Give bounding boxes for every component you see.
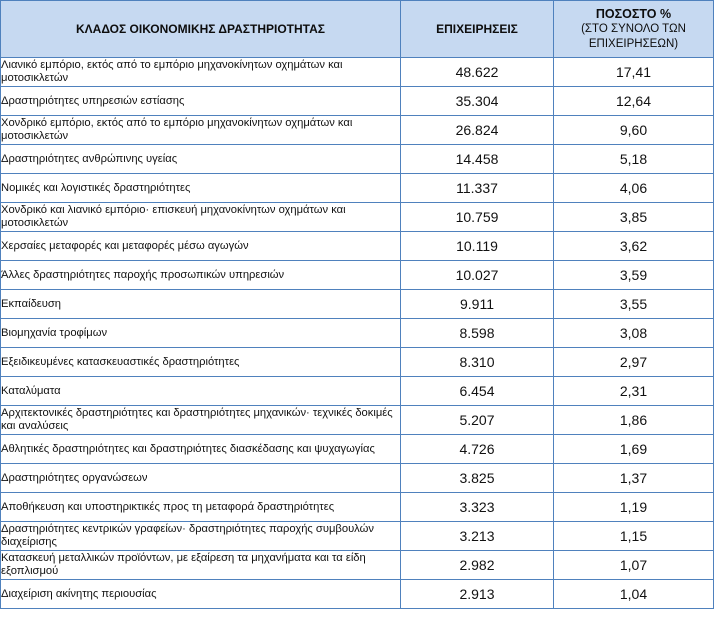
sector-name-cell (1, 174, 401, 203)
sector-name: Κατασκευή μεταλλικών προϊόντων, με εξαίρεση τα μηχανήματα και τα είδη εξοπλισμού (1, 552, 366, 577)
percent-share-cell: 2,97 (554, 348, 714, 377)
sector-name: Αποθήκευση και υποστηρικτικές προς τη μεταφορά δραστηριότητες (1, 500, 335, 513)
percent-share-cell: 3,85 (554, 203, 714, 232)
table-row (1, 116, 714, 145)
sector-name: Βιομηχανία τροφίμων (1, 326, 108, 339)
businesses-count-cell: 5.207 (401, 406, 554, 435)
table-row (1, 493, 714, 522)
table-row (1, 232, 714, 261)
sector-name-cell (1, 464, 401, 493)
table-row (1, 435, 714, 464)
businesses-count-cell: 3.323 (401, 493, 554, 522)
businesses-count-cell: 11.337 (401, 174, 554, 203)
sector-name-cell (1, 203, 401, 232)
sector-name-cell (1, 145, 401, 174)
sector-name: Νομικές και λογιστικές δραστηριότητες (1, 181, 191, 194)
sector-name: Λιανικό εμπόριο, εκτός από το εμπόριο μηχανοκίνητων οχημάτων και μοτοσικλετών (1, 59, 343, 84)
table-row (1, 290, 714, 319)
sector-name: Χονδρικό και λιανικό εμπόριο· επισκευή μηχανοκίνητων οχημάτων και μοτοσικλετών (1, 204, 346, 229)
table-row (1, 580, 714, 609)
table-row (1, 406, 714, 435)
sector-name: Χονδρικό εμπόριο, εκτός από το εμπόριο μηχανοκίνητων οχημάτων και μοτοσικλετών (1, 117, 353, 142)
percent-share-cell: 5,18 (554, 145, 714, 174)
table-row (1, 551, 714, 580)
businesses-count-cell: 35.304 (401, 87, 554, 116)
percent-share-cell: 1,15 (554, 522, 714, 551)
sector-name-cell (1, 435, 401, 464)
businesses-count-cell: 8.598 (401, 319, 554, 348)
percent-share-cell: 3,62 (554, 232, 714, 261)
percent-share-cell: 9,60 (554, 116, 714, 145)
sector-name-cell (1, 87, 401, 116)
table-row (1, 261, 714, 290)
businesses-count-cell: 3.825 (401, 464, 554, 493)
sector-name: Διαχείριση ακίνητης περιουσίας (1, 587, 157, 600)
table-row (1, 319, 714, 348)
sector-name: Δραστηριότητες οργανώσεων (1, 471, 148, 484)
table-body (1, 58, 714, 609)
businesses-count-cell: 6.454 (401, 377, 554, 406)
sector-name-cell (1, 406, 401, 435)
percent-share-cell: 17,41 (554, 58, 714, 87)
table-row (1, 377, 714, 406)
sector-name: Εξειδικευμένες κατασκευαστικές δραστηριότητες (1, 355, 240, 368)
table-row (1, 87, 714, 116)
sector-name-cell (1, 58, 401, 87)
sector-name-cell (1, 319, 401, 348)
businesses-count-cell: 9.911 (401, 290, 554, 319)
percent-share-cell: 3,59 (554, 261, 714, 290)
businesses-count-cell: 3.213 (401, 522, 554, 551)
sector-name-cell (1, 232, 401, 261)
sector-name-cell (1, 377, 401, 406)
table-row (1, 464, 714, 493)
percent-share-cell: 1,37 (554, 464, 714, 493)
businesses-count-cell: 8.310 (401, 348, 554, 377)
sector-name-cell (1, 551, 401, 580)
sector-name: Καταλύματα (1, 384, 61, 397)
businesses-count-cell: 2.913 (401, 580, 554, 609)
sector-name-cell (1, 261, 401, 290)
header-percent-title: ΠΟΣΟΣΤΟ % (595, 6, 672, 21)
businesses-count-cell: 10.759 (401, 203, 554, 232)
table-row (1, 174, 714, 203)
businesses-count-cell: 48.622 (401, 58, 554, 87)
percent-share-cell: 1,86 (554, 406, 714, 435)
sector-name-cell (1, 348, 401, 377)
sector-name: Εκπαίδευση (1, 297, 62, 310)
businesses-count-cell: 10.027 (401, 261, 554, 290)
table-row (1, 348, 714, 377)
percent-share-cell: 1,04 (554, 580, 714, 609)
header-businesses: ΕΠΙΧΕΙΡΗΣΕΙΣ (401, 1, 554, 58)
sector-name: Χερσαίες μεταφορές και μεταφορές μέσω αγωγών (1, 239, 249, 252)
table-header-row (1, 1, 714, 58)
sector-name-cell (1, 522, 401, 551)
sector-name-cell (1, 290, 401, 319)
percent-share-cell: 1,07 (554, 551, 714, 580)
percent-share-cell: 1,19 (554, 493, 714, 522)
header-percent-subtitle-line1: (ΣΤΟ ΣΥΝΟΛΟ ΤΩΝ (581, 22, 686, 35)
sector-name: Αθλητικές δραστηριότητες και δραστηριότητες διασκέδασης και ψυχαγωγίας (1, 442, 375, 455)
table-row (1, 58, 714, 87)
table-row (1, 145, 714, 174)
sector-name-cell (1, 580, 401, 609)
percent-share-cell: 12,64 (554, 87, 714, 116)
percent-share-cell: 4,06 (554, 174, 714, 203)
sector-name-cell (1, 493, 401, 522)
percent-share-cell: 2,31 (554, 377, 714, 406)
sector-name-cell (1, 116, 401, 145)
businesses-count-cell: 14.458 (401, 145, 554, 174)
businesses-count-cell: 10.119 (401, 232, 554, 261)
percent-share-cell: 3,08 (554, 319, 714, 348)
header-percent-subtitle-line2: ΕΠΙΧΕΙΡΗΣΕΩΝ) (588, 37, 679, 50)
sector-name: Δραστηριότητες ανθρώπινης υγείας (1, 152, 178, 165)
percent-share-cell: 1,69 (554, 435, 714, 464)
table-row (1, 203, 714, 232)
businesses-count-cell: 26.824 (401, 116, 554, 145)
businesses-count-cell: 4.726 (401, 435, 554, 464)
table-row (1, 522, 714, 551)
businesses-count-cell: 2.982 (401, 551, 554, 580)
percent-share-cell: 3,55 (554, 290, 714, 319)
sector-name: Δραστηριότητες κεντρικών γραφείων· δραστηριότητες παροχής συμβουλών διαχείρισης (1, 523, 374, 548)
sector-name: Άλλες δραστηριότητες παροχής προσωπικών υπηρεσιών (1, 268, 285, 281)
header-percent (554, 1, 714, 58)
sector-name: Αρχιτεκτονικές δραστηριότητες και δραστηριότητες μηχανικών· τεχνικές δοκιμές και αναλύσεις (1, 407, 393, 432)
header-sector: ΚΛΑΔΟΣ ΟΙΚΟΝΟΜΙΚΗΣ ΔΡΑΣΤΗΡΙΟΤΗΤΑΣ (1, 1, 401, 58)
sector-name: Δραστηριότητες υπηρεσιών εστίασης (1, 94, 185, 107)
